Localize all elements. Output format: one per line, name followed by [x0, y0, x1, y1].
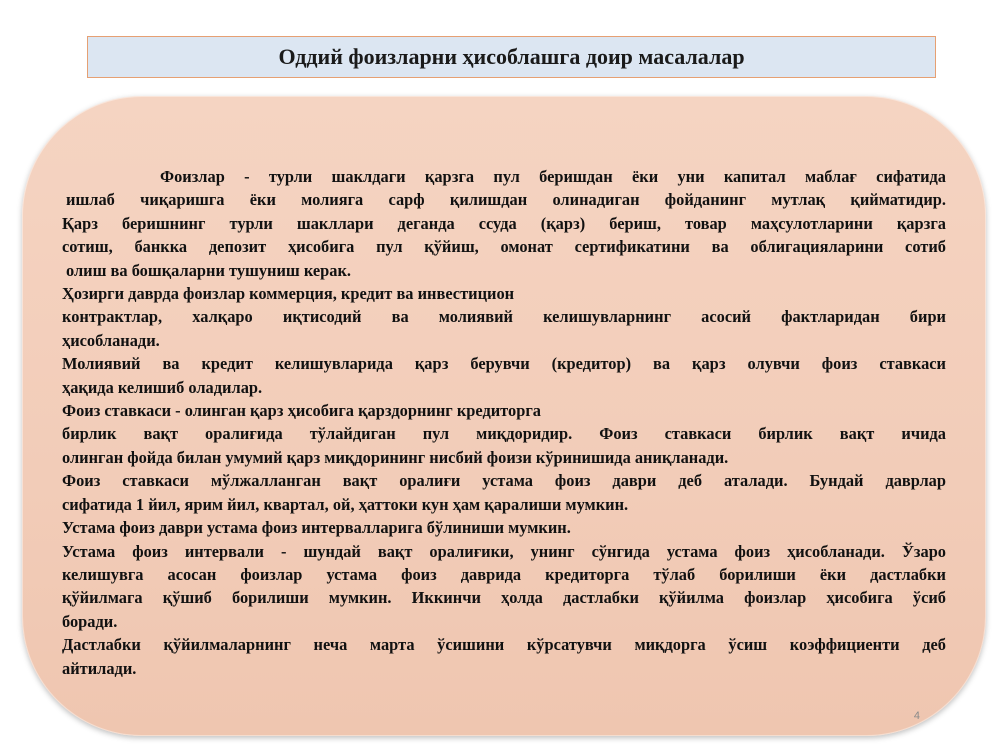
- text-line: Фоиз ставкаси мўлжалланган вақт оралиғи устама фоиз даври деб аталади. Бундай даврлар: [62, 471, 946, 491]
- text-line: айтилади.: [62, 658, 137, 678]
- text-line: олинган фойда билан умумий қарз миқдорининг нисбий фоизи кўринишида аниқланади.: [62, 447, 729, 467]
- text-line: Фоизлар - турли шаклдаги қарзга пул беришдан ёки уни капитал маблағ сифатида: [160, 167, 946, 186]
- text-line: контрактлар, халқаро иқтисодий ва молиявий келишувларнинг асосий фактларидан бири: [62, 307, 946, 327]
- text-line: Қарз беришнинг турли шакллари деганда ссуда (қарз) бериш, товар маҳсулотларини қарзга: [62, 213, 946, 233]
- page-number: 4: [913, 710, 920, 722]
- text-line: Устама фоиз даври устама фоиз интервалларига бўлиниши мумкин.: [62, 518, 571, 538]
- slide-title: Оддий фоизларни ҳисоблашга доир масалалар: [278, 44, 745, 69]
- slide-title-bar: [87, 36, 936, 78]
- text-line: Молиявий ва кредит келишувларида қарз берувчи (кредитор) ва қарз олувчи фоиз ставкаси: [62, 354, 946, 374]
- text-line: боради.: [62, 611, 118, 631]
- text-line: қўйилмага қўшиб борилиши мумкин. Иккинчи ҳолда дастлабки қўйилма фоизлар ҳисобига ўсиб: [62, 588, 946, 608]
- text-line: келишувга асосан фоизлар устама фоиз даврида кредиторга тўлаб борилиши ёки дастлабки: [62, 564, 946, 584]
- text-line: бирлик вақт оралиғида тўлайдиган пул миқдоридир. Фоиз ставкаси бирлик вақт ичида: [62, 424, 946, 444]
- text-line: Дастлабки қўйилмаларнинг неча марта ўсишини кўрсатувчи миқдорга ўсиш коэффициенти деб: [62, 635, 946, 655]
- text-line: ҳақида келишиб оладилар.: [62, 377, 263, 397]
- body-text: [62, 165, 946, 680]
- text-line: ҳисобланади.: [62, 330, 160, 350]
- text-line: ишлаб чиқаришга ёки молияга сарф қилишдан олинадиган фойданинг мутлақ қийматидир.: [66, 190, 946, 210]
- text-line: Устама фоиз интервали - шундай вақт оралиғики, унинг сўнгида устама фоиз ҳисобланади. Ўзаро: [62, 541, 946, 561]
- text-line: сотиш, банкка депозит ҳисобига пул қўйиш, омонат сертификатини ва облигацияларини сотиб: [62, 237, 946, 257]
- text-line: Ҳозирги даврда фоизлар коммерция, кредит ва инвестицион: [62, 284, 515, 304]
- text-line: Фоиз ставкаси - олинган қарз ҳисобига қарздорнинг кредиторга: [62, 401, 541, 421]
- text-line: олиш ва бошқаларни тушуниш керак.: [66, 260, 352, 280]
- text-line: сифатида 1 йил, ярим йил, квартал, ой, ҳаттоки кун ҳам қаралиши мумкин.: [62, 494, 629, 514]
